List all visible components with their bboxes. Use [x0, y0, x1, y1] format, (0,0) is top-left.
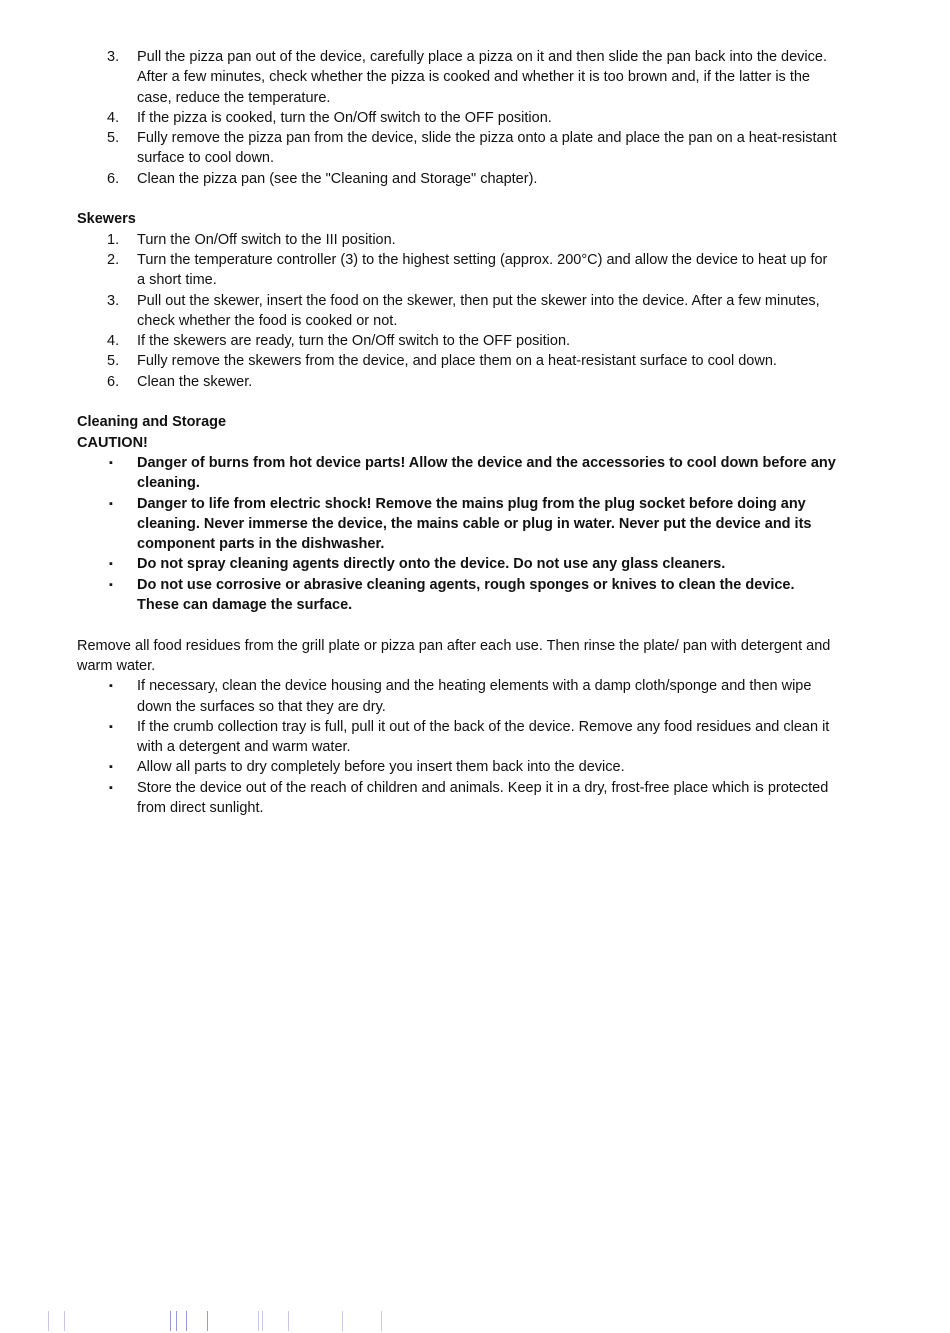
list-item: [77, 291, 837, 332]
list-item: [77, 453, 837, 494]
footer-mark: [186, 1311, 187, 1331]
bullet-icon: ▪: [109, 497, 113, 510]
bullet-icon: ▪: [109, 761, 113, 774]
step-text: Clean the skewer.: [137, 373, 253, 390]
list-item: [77, 717, 837, 758]
list-item: [77, 554, 837, 574]
caution-text: Danger to life from electric shock! Remove the mains plug from the plug socket before doing any cleaning. Never immerse the device, the mains cable or plug in water. Never put the device and its component parts in the dishwasher.: [137, 495, 812, 553]
step-text: Turn the On/Off switch to the III position.: [137, 231, 396, 248]
list-item: [77, 575, 837, 616]
caution-list: [77, 453, 837, 615]
caution-text: Do not use corrosive or abrasive cleaning agents, rough sponges or knives to clean the device. These can damage the surface.: [137, 576, 795, 614]
pizza-steps-list: [77, 47, 837, 189]
footer-mark: [262, 1311, 263, 1331]
skewers-steps-list: [77, 230, 837, 392]
footer-mark: [48, 1311, 49, 1331]
footer-mark: [207, 1311, 208, 1331]
footer-mark: [288, 1311, 289, 1331]
step-number: 4.: [107, 333, 120, 350]
cleaning-heading: Cleaning and Storage: [77, 414, 227, 431]
footer-mark: [381, 1311, 382, 1331]
cleaning-text: Allow all parts to dry completely before you insert them back into the device.: [137, 759, 625, 776]
step-text: Fully remove the pizza pan from the device, slide the pizza onto a plate and place the pan on a heat-resistant surface to cool down.: [137, 130, 837, 167]
list-item: [77, 778, 837, 819]
step-text: Pull the pizza pan out of the device, carefully place a pizza on it and then slide the pan back into the device. After a few minutes, check whether the pizza is cooked and whether it is too brown and, if the latter is the case, reduce the temperature.: [137, 49, 827, 106]
footer-mark: [258, 1311, 259, 1331]
bullet-icon: ▪: [109, 720, 113, 733]
footer-mark: [176, 1311, 177, 1331]
cleaning-list: [77, 676, 837, 818]
list-item: [77, 169, 837, 189]
list-item: [77, 230, 837, 250]
step-number: 3.: [107, 292, 120, 309]
list-item: [77, 331, 837, 351]
document-page: [77, 47, 837, 818]
spacer: [77, 189, 837, 209]
list-item: [77, 351, 837, 371]
cleaning-intro: Remove all food residues from the grill plate or pizza pan after each use. Then rinse the plate/ pan with detergent and warm water.: [77, 637, 831, 674]
step-number: 6.: [107, 373, 120, 390]
list-item: [77, 47, 837, 108]
spacer: [77, 615, 837, 635]
list-item: [77, 108, 837, 128]
footer-mark: [170, 1311, 171, 1331]
skewers-heading: Skewers: [77, 211, 136, 228]
step-text: If the skewers are ready, turn the On/Off switch to the OFF position.: [137, 333, 571, 350]
caution-text: Danger of burns from hot device parts! Allow the device and the accessories to cool down before any cleaning.: [137, 454, 836, 492]
list-item: [77, 250, 837, 291]
list-item: [77, 372, 837, 392]
bullet-icon: ▪: [109, 578, 113, 591]
step-number: 6.: [107, 170, 120, 187]
bullet-icon: ▪: [109, 456, 113, 469]
cleaning-text: If the crumb collection tray is full, pull it out of the back of the device. Remove any food residues and clean it with a detergent and warm water.: [137, 718, 830, 756]
cleaning-text: If necessary, clean the device housing and the heating elements with a damp cloth/sponge and then wipe down the surfaces so that they are dry.: [137, 678, 812, 715]
step-text: If the pizza is cooked, turn the On/Off switch to the OFF position.: [137, 109, 552, 126]
step-text: Clean the pizza pan (see the "Cleaning and Storage" chapter).: [137, 170, 538, 187]
bullet-icon: ▪: [109, 680, 113, 693]
footer-mark: [342, 1311, 343, 1331]
step-text: Turn the temperature controller (3) to the highest setting (approx. 200°C) and allow the device to heat up for a short time.: [137, 251, 828, 289]
step-number: 5.: [107, 130, 120, 147]
bullet-icon: ▪: [109, 781, 113, 794]
step-number: 5.: [107, 353, 120, 370]
step-number: 3.: [107, 49, 120, 65]
spacer: [77, 392, 837, 412]
caution-text: Do not spray cleaning agents directly onto the device. Do not use any glass cleaners.: [137, 556, 726, 573]
list-item: [77, 676, 837, 717]
footer-mark: [64, 1311, 65, 1331]
list-item: [77, 757, 837, 777]
bullet-icon: ▪: [109, 558, 113, 571]
step-number: 4.: [107, 109, 120, 126]
list-item: [77, 494, 837, 555]
footer-marks: [0, 1305, 950, 1333]
cleaning-text: Store the device out of the reach of children and animals. Keep it in a dry, frost-free place which is protected from direct sunlight.: [137, 779, 829, 816]
step-text: Pull out the skewer, insert the food on the skewer, then put the skewer into the device. After a few minutes, check whether the food is cooked or not.: [137, 292, 820, 329]
step-number: 1.: [107, 231, 120, 248]
step-number: 2.: [107, 251, 120, 268]
caution-label: CAUTION!: [77, 434, 148, 451]
step-text: Fully remove the skewers from the device, and place them on a heat-resistant surface to cool down.: [137, 353, 777, 370]
list-item: [77, 128, 837, 169]
